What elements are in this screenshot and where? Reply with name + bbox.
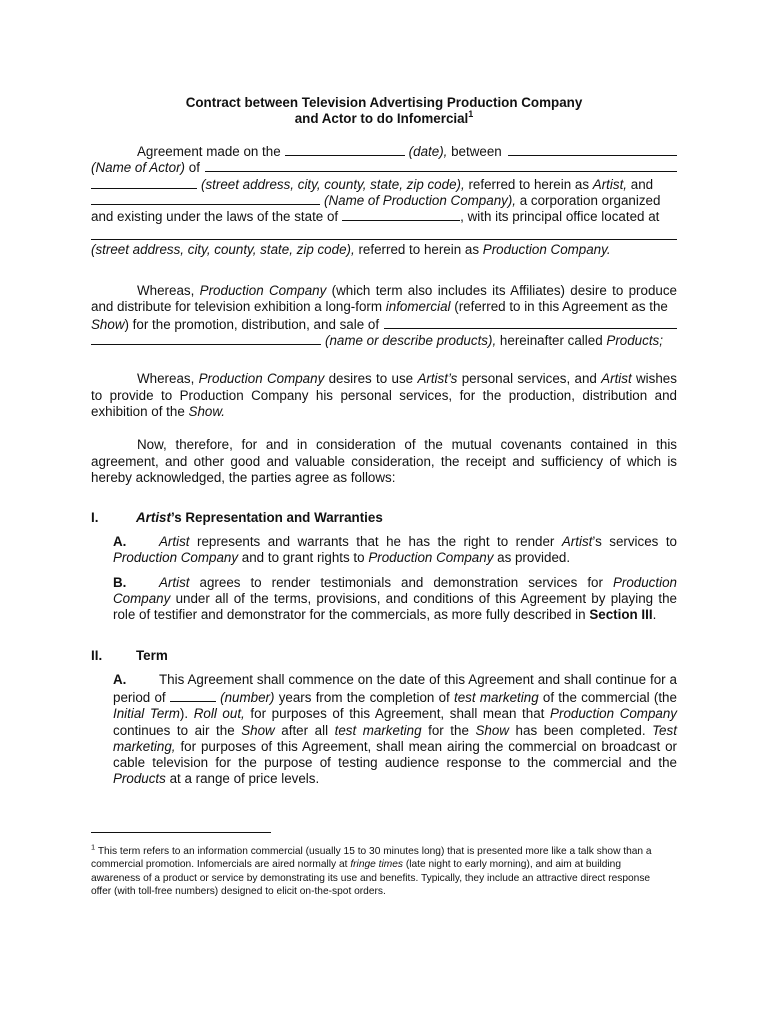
s2a-show2: Show — [475, 722, 509, 738]
s1a-text4: as provided. — [497, 550, 571, 566]
s2a-t4: ). — [179, 706, 189, 722]
section-1-a-label: A. — [113, 534, 127, 550]
s2a-tm2: test marketing — [334, 722, 422, 738]
s2a-tm3: Test marketing, — [113, 722, 677, 754]
section-2-number: II. — [91, 647, 103, 663]
section-1-heading — [91, 510, 677, 527]
footnote-fringe-times: fringe times — [350, 859, 403, 871]
show-term: Show — [91, 316, 125, 332]
footnote — [91, 842, 666, 899]
s2a-t7: after all — [281, 722, 329, 738]
section-1-title — [136, 510, 383, 527]
s2a-t6: continues to air the — [113, 722, 235, 738]
whereas-paragraph-2 — [91, 371, 677, 420]
whereas-2-desires: desires to use — [328, 371, 414, 387]
section-1-b — [113, 575, 677, 624]
whereas-1-body: (which term also includes its Affiliates) desire to produce and distribute for television exhibition a long-form — [91, 282, 677, 315]
corporation-text: a corporation organized — [519, 192, 661, 208]
s1a-pc1: Production Company — [113, 550, 239, 566]
between-label: between — [451, 144, 502, 159]
of-label: of — [188, 160, 200, 176]
s1b-pc: Production Company — [113, 574, 677, 607]
s2a-roll-out: Roll out, — [193, 706, 245, 722]
whereas-2-artists: Artist’s — [417, 371, 458, 387]
s1a-pc2: Production Company — [368, 550, 494, 566]
s2a-t2: years from the completion of — [278, 689, 450, 705]
whereas-1-text — [91, 283, 677, 315]
s2a-t8: for the — [428, 722, 469, 738]
actor-address-blank[interactable] — [205, 158, 677, 172]
whereas-2-show: Show. — [188, 403, 226, 419]
s2a-t9: has been completed. — [515, 722, 646, 738]
infomercial-term: infomercial — [385, 299, 451, 315]
section-1-a — [113, 534, 677, 567]
products-hint: (name or describe products), — [325, 333, 497, 349]
s2a-initial-term: Initial Term — [113, 706, 180, 722]
section-2-a-label: A. — [113, 671, 127, 687]
intro-line-2 — [91, 158, 677, 174]
s1a-text1: represents and warrants that he has the right to render — [196, 534, 555, 550]
pc-term: Production Company — [199, 282, 327, 298]
s2a-t1: This Agreement shall commence on the date of this Agreement and shall continue for a period of — [113, 671, 677, 705]
section-1-b-label: B. — [113, 574, 127, 590]
referred-company-text: referred to herein as — [358, 242, 480, 258]
whereas-1-sale: ) for the promotion, distribution, and sale of — [124, 316, 380, 332]
production-company-term: Production Company. — [482, 242, 611, 258]
title-line-1: Contract between Television Advertising Production Company — [185, 95, 583, 110]
section-2-a — [113, 672, 677, 788]
section-1-number: I. — [91, 510, 99, 526]
footnote-separator — [91, 832, 271, 833]
term-number-blank[interactable] — [170, 688, 216, 702]
s1b-end: . — [652, 607, 657, 623]
principal-office-text: , with its principal office located at — [460, 209, 660, 225]
actor-street-blank[interactable] — [91, 175, 197, 189]
section-1-title-rest: ’s Representation and Warranties — [170, 510, 383, 526]
s2a-t11: at a range of price levels. — [169, 771, 320, 787]
whereas-2-personal: personal services, and — [461, 371, 597, 387]
section-1 — [91, 510, 677, 623]
date-blank[interactable] — [285, 142, 405, 156]
intro-line-3 — [91, 175, 677, 191]
whereas-word: Whereas, — [137, 282, 195, 298]
whereas-2-pc: Production Company — [198, 371, 325, 387]
products-blank-1[interactable] — [384, 315, 677, 329]
s2a-products: Products — [113, 771, 166, 787]
s2a-pc: Production Company — [550, 706, 678, 722]
s2a-t5: for purposes of this Agreement, shall mean that — [250, 706, 545, 722]
date-label: (date), — [408, 144, 448, 159]
whereas-1-ref: (referred to in this Agreement as the — [454, 299, 668, 315]
hereinafter-text: hereinafter called — [499, 333, 603, 349]
section-1-title-italic: Artist — [136, 510, 171, 526]
s1a-artists: Artist — [561, 534, 593, 550]
footnote-ref: 1 — [468, 108, 474, 119]
intro-line-4 — [91, 191, 677, 207]
party-blank[interactable] — [508, 142, 677, 156]
s1a-text3: and to grant rights to — [241, 550, 365, 566]
intro-line-5 — [91, 207, 677, 223]
now-therefore-paragraph: Now, therefore, for and in consideration of the mutual covenants contained in this agreement, and other good and valuable consideration, the receipt and sufficiency of which is hereby acknowledged, the parties agree as follows: — [91, 437, 677, 485]
state-blank[interactable] — [342, 207, 460, 221]
company-address-blank[interactable] — [91, 225, 677, 240]
s1b-section-ref: Section III — [589, 607, 653, 623]
s1b-text2: under all of the terms, provisions, and conditions of this Agreement by playing the role of testifier and demonstrator for the commercials, as more fully described in — [113, 591, 677, 623]
existing-laws-text: and existing under the laws of the state of — [91, 209, 339, 225]
s2a-t10: for purposes of this Agreement, shall mean airing the commercial on broadcast or cable television for the purpose of testing audience response to the commercial and the — [113, 738, 677, 771]
title-line-2-text: and Actor to do Infomercial — [294, 111, 469, 126]
products-term: Products — [606, 333, 660, 349]
products-blank-2[interactable] — [91, 331, 321, 345]
intro-line-7 — [91, 242, 677, 258]
section-2 — [91, 648, 677, 788]
s1a-artist: Artist — [159, 534, 190, 550]
s1b-text1: agrees to render testimonials and demonstration services for — [199, 574, 603, 590]
s2a-t3: of the commercial (the — [542, 689, 677, 705]
document-title — [91, 95, 677, 127]
and-text: and — [630, 176, 654, 192]
s1a-text2: ’s services to — [592, 534, 677, 550]
footnote-number: 1 — [91, 842, 96, 852]
whereas-2-word: Whereas, — [137, 371, 195, 387]
referred-artist-text: referred to herein as — [468, 176, 590, 192]
artist-term: Artist, — [592, 176, 628, 192]
title-line-2 — [91, 108, 677, 127]
s2a-number: (number) — [220, 689, 275, 705]
footnote-text-1: This term refers to an information commercial (usually 15 to 30 minutes long) that is presented more like a talk show than a commercial promotion. Infomercials are aired normally at — [91, 846, 652, 871]
s2a-tm1: test marketing — [454, 689, 539, 705]
company-name-blank[interactable] — [91, 191, 320, 205]
document-body — [91, 95, 677, 788]
street-address-hint-1: (street address, city, county, state, zip code), — [201, 176, 465, 192]
whereas-1-line-4: (name or describe products), hereinafter called Products ; — [91, 331, 677, 347]
intro-line-1 — [91, 142, 677, 158]
s2a-show: Show — [241, 722, 275, 738]
street-address-hint-2: (street address, city, county, state, zip code), — [91, 242, 355, 258]
intro-agreement-made: Agreement made on the — [137, 144, 281, 159]
name-of-company-label: (Name of Production Company), — [324, 192, 517, 208]
section-2-heading — [91, 648, 677, 665]
whereas-2-body: wishes to provide to Production Company his personal services, for the production, distribution and exhibition of the — [91, 371, 677, 419]
intro-paragraph — [91, 142, 677, 259]
whereas-2-artist: Artist — [601, 371, 632, 387]
whereas-1-line-3 — [91, 315, 677, 331]
section-2-title: Term — [136, 647, 168, 663]
name-of-actor-label: (Name of Actor) — [91, 160, 186, 176]
s1b-artist: Artist — [159, 574, 190, 590]
footnote-text-2: (late night to early morning), and aim at building awareness of a product or service by demonstrating its use and benefits. Typically, they include an attractive direct response offer (with toll-free numbers) designed to elicit on-the-spot orders. — [91, 859, 651, 898]
whereas-paragraph-1 — [91, 283, 677, 348]
